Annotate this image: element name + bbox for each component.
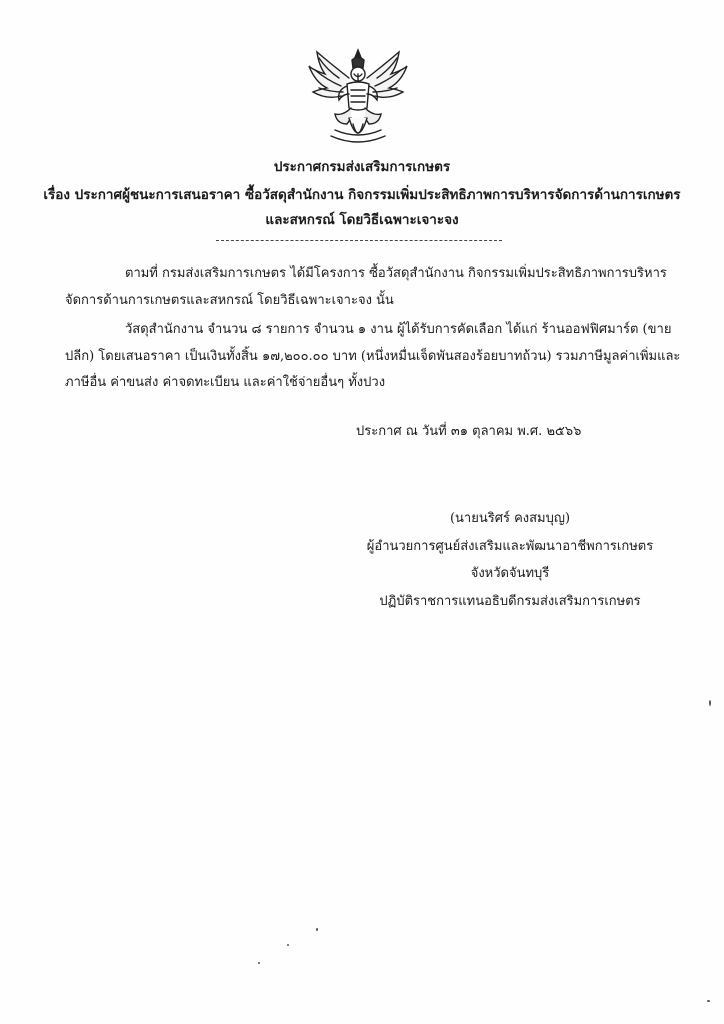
scan-speck [707,1000,710,1002]
body-line-3: วัสดุสำนักงาน จำนวน ๘ รายการ จำนวน ๑ งาน ผู้ได้รับการคัดเลือก ได้แก่ ร้านออฟฟิศมาร์ต (ขาย [125,322,672,337]
scan-speck [709,700,711,706]
signatory-position-1: ผู้อำนวยการศูนย์ส่งเสริมและพัฒนาอาชีพการเกษตร [366,539,654,554]
signatory-name: (นายนริศร์ คงสมบุญ) [449,511,571,526]
body-line-4: ปลีก) โดยเสนอราคา เป็นเงินทั้งสิ้น ๑๗,๒๐๐.๐๐ บาท (หนึ่งหมื่นเจ็ดพันสองร้อยบาทถ้วน) รวมภาษีมูลค่าเพิ่มและ [65,349,681,364]
document-title: ประกาศกรมส่งเสริมการเกษตร [273,159,451,175]
subject-line-1: เรื่อง ประกาศผู้ชนะการเสนอราคา ซื้อวัสดุสำนักงาน กิจกรรมเพิ่มประสิทธิภาพการบริหารจัดการด้านการเกษตร [43,187,681,203]
subject-line-2: และสหกรณ์ โดยวิธีเฉพาะเจาะจง [265,212,459,228]
announcement-date: ประกาศ ณ วันที่ ๓๑ ตุลาคม พ.ศ. ๒๕๖๖ [356,424,582,439]
garuda-emblem-icon [305,44,411,152]
scan-speck [258,962,260,964]
signatory-position-3: ปฏิบัติราชการแทนอธิบดีกรมส่งเสริมการเกษตร [379,594,641,609]
body-line-2: จัดการด้านการเกษตรและสหกรณ์ โดยวิธีเฉพาะเจาะจง นั้น [65,293,394,308]
dashed-divider [216,240,502,241]
body-line-1: ตามที่ กรมส่งเสริมการเกษตร ได้มีโครงการ ซื้อวัสดุสำนักงาน กิจกรรมเพิ่มประสิทธิภาพการบริหาร [125,266,667,281]
body-line-5: ภาษีอื่น ค่าขนส่ง ค่าจดทะเบียน และค่าใช้จ่ายอื่นๆ ทั้งปวง [65,375,386,390]
signatory-position-2: จังหวัดจันทบุรี [470,566,550,581]
scan-speck [316,928,318,931]
scan-speck [287,944,289,946]
